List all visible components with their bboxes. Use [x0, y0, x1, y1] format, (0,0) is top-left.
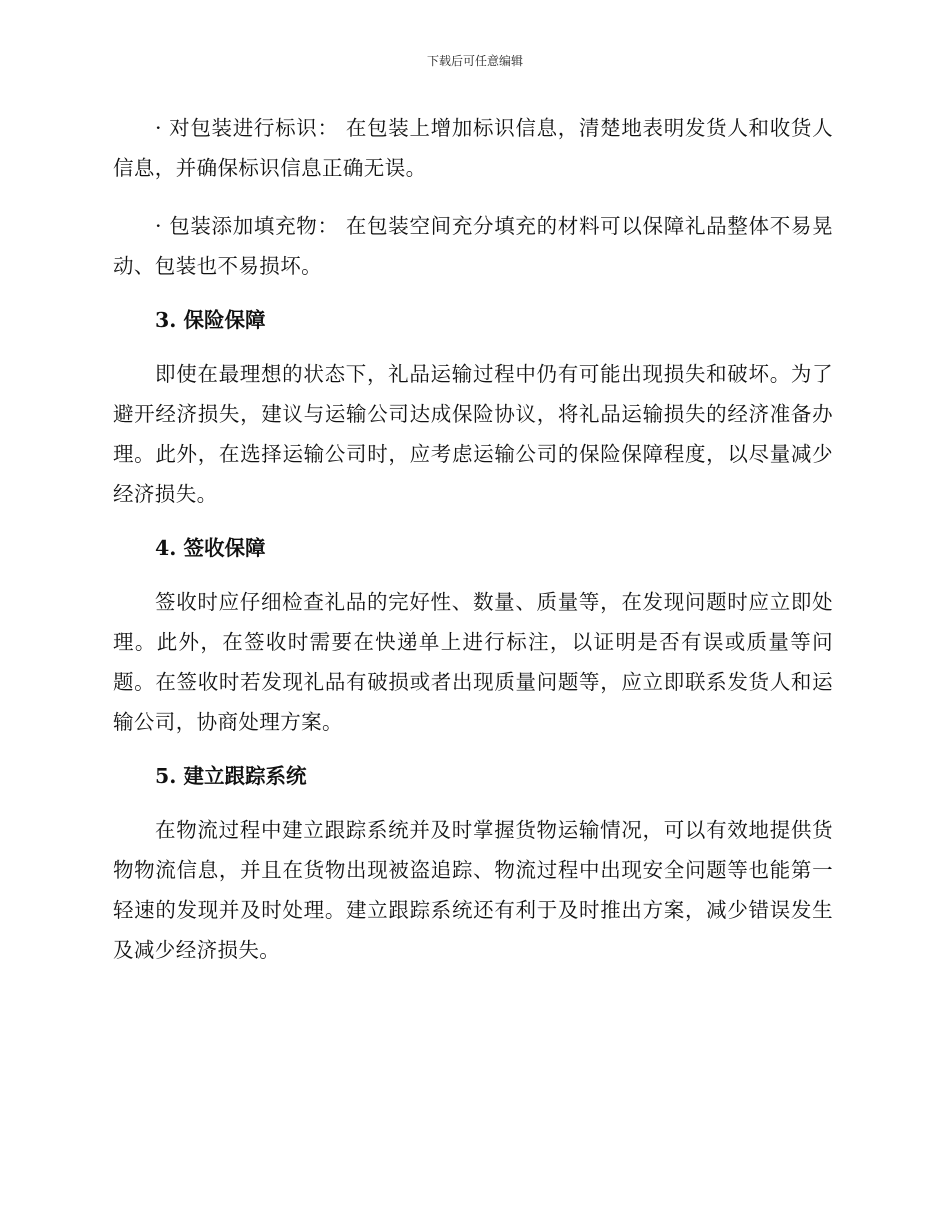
section-heading-tracking: 5. 建立跟踪系统 [155, 764, 307, 788]
section-heading-signing: 4. 签收保障 [155, 536, 266, 560]
bullet-packaging-label: · 对包装进行标识： 在包装上增加标识信息，清楚地表明发货人和收货人信息，并确保标识信息正确无误。 [113, 116, 833, 180]
section-body-signing: 签收时应仔细检查礼品的完好性、数量、质量等，在发现问题时应立即处理。此外，在签收时需要在快递单上进行标注，以证明是否有误或质量等问题。在签收时若发现礼品有破损或者出现质量问题等，应立即联系发货人和运输公司，协商处理方案。 [113, 590, 833, 734]
section-heading-insurance: 3. 保险保障 [155, 308, 266, 332]
page-header: 下载后可任意编辑 [426, 54, 523, 68]
section-body-tracking: 在物流过程中建立跟踪系统并及时掌握货物运输情况，可以有效地提供货物物流信息，并且在货物出现被盗追踪、物流过程中出现安全问题等也能第一轻速的发现并及时处理。建立跟踪系统还有利于及时推出方案，减少错误发生及减少经济损失。 [113, 818, 833, 962]
bullet-packaging-filler: · 包装添加填充物： 在包装空间充分填充的材料可以保障礼品整体不易晃动、包装也不易损坏。 [113, 214, 833, 278]
section-body-insurance: 即使在最理想的状态下，礼品运输过程中仍有可能出现损失和破坏。为了避开经济损失，建议与运输公司达成保险协议，将礼品运输损失的经济准备办理。此外，在选择运输公司时，应考虑运输公司的保险保障程度，以尽量减少经济损失。 [113, 362, 833, 506]
document-body [113, 108, 833, 970]
